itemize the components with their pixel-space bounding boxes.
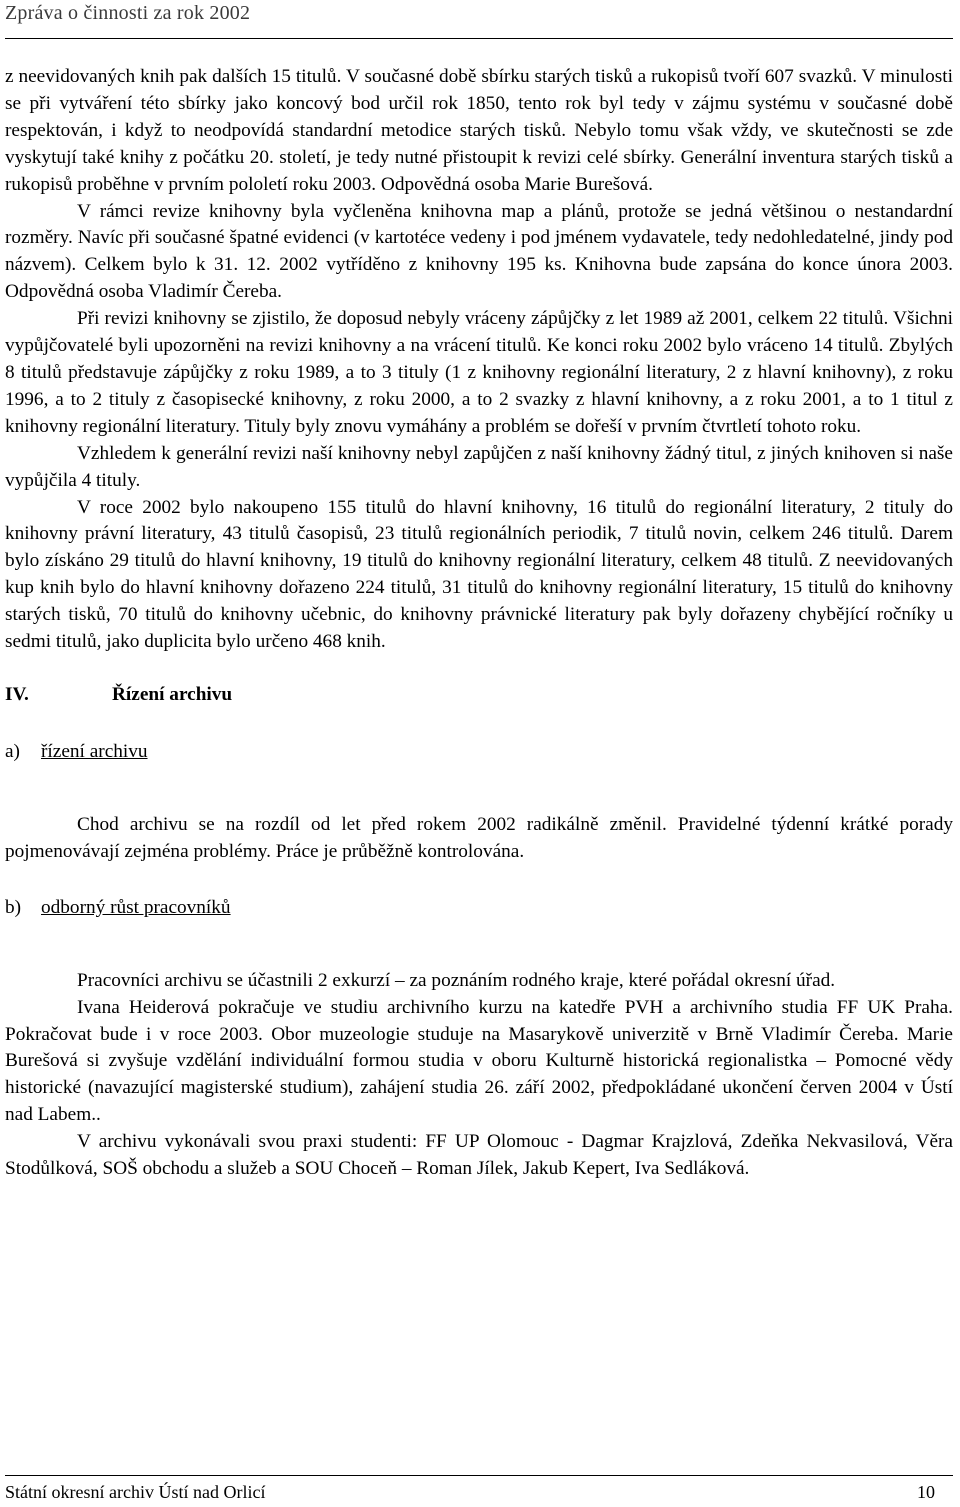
subsection-letter: a)	[5, 740, 20, 762]
paragraph: Při revizi knihovny se zjistilo, že doposud nebyly vráceny zápůjčky z let 1989 až 2001, celkem 22 titulů. Všichni vypůjčovatelé byli upozorněni na revizi knihovny a na vrácení titulů. Ke konci roku 2002 bylo vráceno 14 titulů. Zbylých 8 titulů představuje zápůjčky z roku 1989, a to 3 tituly (1 z knihovny regionální literatury, 2 z hlavní knihovny), z roku 1996, a to 2 tituly z časopisecké knihovny, z roku 2000, a to 2 svazky z hlavní knihovny, a z roku 2001, a to 1 titul z knihovny regionální literatury. Tituly byly znovu vymáhány a problém se dořeší v prvním čtvrtletí tohoto roku.	[5, 308, 953, 437]
paragraph: V archivu vykonávali svou praxi studenti: FF UP Olomouc - Dagmar Krajzlová, Zdeňka Nekvasilová, Věra Stodůlková, SOŠ obchodu a služeb a SOU Choceň – Roman Jílek, Jakub Kepert, Iva Sedláková.	[5, 1131, 953, 1180]
paragraph: V roce 2002 bylo nakoupeno 155 titulů do hlavní knihovny, 16 titulů do regionální literatury, 2 tituly do knihovny právní literatury, 43 titulů časopisů, 23 titulů regionálních periodik, 7 titulů novin, celkem 246 titulů. Darem bylo získáno 29 titulů do hlavní knihovny, 19 titulů do knihovny regionální literatury, celkem 48 titulů. Z neevidovaných kup knih bylo do hlavní knihovny dořazeno 224 titulů, 31 titulů do knihovny regionální literatury, 15 titulů do knihovny starých tisků, 70 titulů do knihovny učebnic, do knihovny právnické literatury pak byly dořazeny chybějící ročníky u sedmi titulů, jako duplicita bylo určeno 468 knih.	[5, 496, 953, 653]
header-title: Zpráva o činnosti za rok 2002	[5, 2, 251, 24]
section-title: Řízení archivu	[112, 683, 233, 705]
section-number: IV.	[5, 683, 29, 705]
subsection-title: odborný růst pracovníků	[41, 896, 231, 918]
section-heading	[5, 684, 953, 711]
paragraph: Chod archivu se na rozdíl od let před rokem 2002 radikálně změnil. Pravidelné týdenní krátké porady pojmenovávají zejména problémy. Práce je průběžně kontrolována.	[5, 813, 953, 862]
paragraph: V rámci revize knihovny byla vyčleněna knihovna map a plánů, protože se jedná většinou o nestandardní rozměry. Navíc při současné špatné evidenci (v kartotéce vedeny i pod jménem vydavatele, tedy nedohledatelné, jindy pod názvem). Celkem bylo k 31. 12. 2002 vytříděno z knihovny 195 ks. Knihovna bude zapsána do konce února 2003. Odpovědná osoba Vladimír Čereba.	[5, 200, 953, 303]
subsection-title: řízení archivu	[41, 740, 148, 762]
subsection-letter: b)	[5, 896, 22, 918]
paragraph: Ivana Heiderová pokračuje ve studiu archivního kurzu na katedře PVH a archivního studia FF UK Praha. Pokračovat bude i v roce 2003. Obor muzeologie studuje na Masarykově univerzitě v Brně Vladimír Čereba. Marie Burešová si zvyšuje vzdělání individuální formou studia v oboru Kulturně historická regionalistka – Pomocné vědy historické (navazující magisterské studium), zahájení studia 26. září 2002, předpokládané ukončení červen 2004 v Ústí nad Labem..	[5, 996, 953, 1126]
paragraph: z neevidovaných knih pak dalších 15 titulů. V současné době sbírku starých tisků a rukopisů tvoří 607 svazků. V minulosti se při vytváření této sbírky jako koncový bod určil rok 1850, tento rok byl tedy v zájmu systému v současné době respektován, i když to neodpovídá standardní metodice starých tisků. Nebylo tomu však vždy, ve skutečnosti se zde vyskytují také knihy z počátku 20. století, je tedy nutné přistoupit k revizi celé sbírky. Generální inventura starých tisků a rukopisů proběhne v prvním pololetí roku 2003. Odpovědná osoba Marie Burešová.	[5, 66, 953, 195]
subsection-b-heading	[5, 897, 953, 924]
subsection-a-heading	[5, 741, 953, 768]
page-header	[5, 0, 953, 39]
page-number: 10	[917, 1482, 935, 1502]
footer-institution: Státní okresní archiv Ústí nad Orlicí	[5, 1482, 266, 1502]
paragraph: Vzhledem k generální revizi naší knihovny nebyl zapůjčen z naší knihovny žádný titul, z jiných knihoven si naše vypůjčila 4 tituly.	[5, 442, 953, 491]
document-body	[5, 64, 953, 1183]
page-footer	[5, 1475, 953, 1507]
paragraph: Pracovníci archivu se účastnili 2 exkurzí – za poznáním rodného kraje, které pořádal okresní úřad.	[77, 969, 836, 991]
